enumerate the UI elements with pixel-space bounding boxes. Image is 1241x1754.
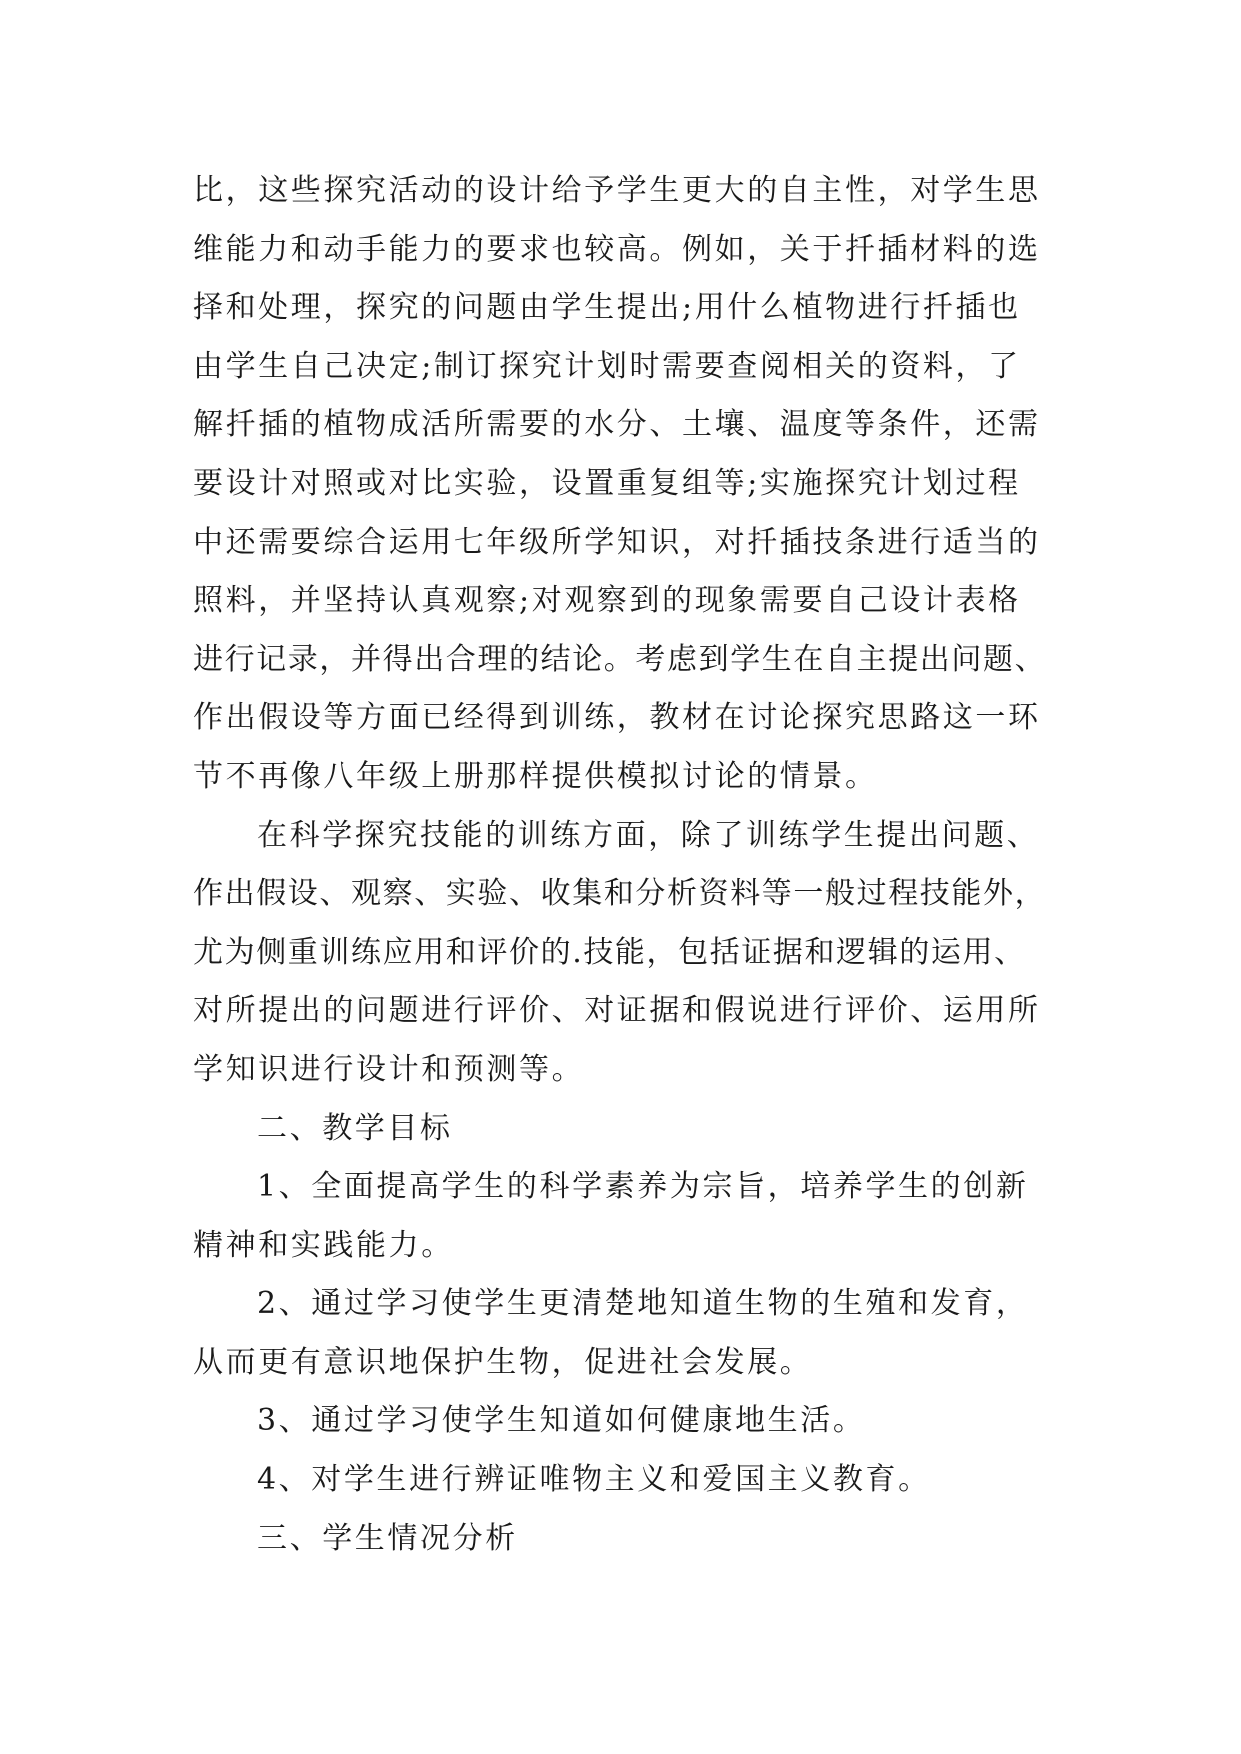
text-line: 学知识进行设计和预测等。: [193, 1051, 585, 1087]
text-line: 从而更有意识地保护生物，促进社会发展。: [193, 1344, 813, 1380]
text-line: 照料，并坚持认真观察;对观察到的现象需要自己设计表格: [193, 583, 1021, 619]
list-item: 2、通过学习使学生更清楚地知道生物的生殖和发育，: [257, 1286, 1029, 1322]
section-heading: 三、学生情况分析: [257, 1520, 518, 1556]
text-line: 比，这些探究活动的设计给予学生更大的自主性，对学生思: [193, 173, 1041, 208]
text-line: 由学生自己决定;制订探究计划时需要查阅相关的资料，了: [193, 348, 1021, 384]
text-line: 进行记录，并得出合理的结论。考虑到学生在自主提出问题、: [193, 641, 1047, 677]
list-item: 3、通过学习使学生知道如何健康地生活。: [257, 1403, 866, 1439]
text-line: 作出假设等方面已经得到训练，教材在讨论探究思路这一环: [193, 700, 1041, 736]
text-line: 解扦插的植物成活所需要的水分、土壤、温度等条件，还需: [193, 407, 1041, 443]
section-heading: 二、教学目标: [257, 1110, 453, 1146]
list-item: 4、对学生进行辨证唯物主义和爱国主义教育。: [257, 1462, 931, 1498]
text-line: 中还需要综合运用七年级所学知识，对扦插技条进行适当的: [193, 524, 1041, 560]
text-line: 作出假设、观察、实验、收集和分析资料等一般过程技能外，: [193, 876, 1047, 912]
body-text: [193, 162, 1053, 1568]
text-line: 对所提出的问题进行评价、对证据和假说进行评价、运用所: [193, 993, 1041, 1029]
text-line: 精神和实践能力。: [193, 1227, 454, 1263]
list-item: 1、全面提高学生的科学素养为宗旨，培养学生的创新: [257, 1169, 1029, 1205]
text-line: 要设计对照或对比实验，设置重复组等;实施探究计划过程: [193, 465, 1021, 501]
text-line: 择和处理，探究的问题由学生提出;用什么植物进行扦插也: [193, 290, 1021, 326]
paragraph-first-line: 在科学探究技能的训练方面，除了训练学生提出问题、: [257, 817, 1040, 853]
text-line: 维能力和动手能力的要求也较高。例如，关于扦插材料的选: [193, 231, 1041, 267]
text-line: 节不再像八年级上册那样提供模拟讨论的情景。: [193, 758, 878, 794]
text-line: 尤为侧重训练应用和评价的.技能，包括证据和逻辑的运用、: [193, 934, 1026, 970]
